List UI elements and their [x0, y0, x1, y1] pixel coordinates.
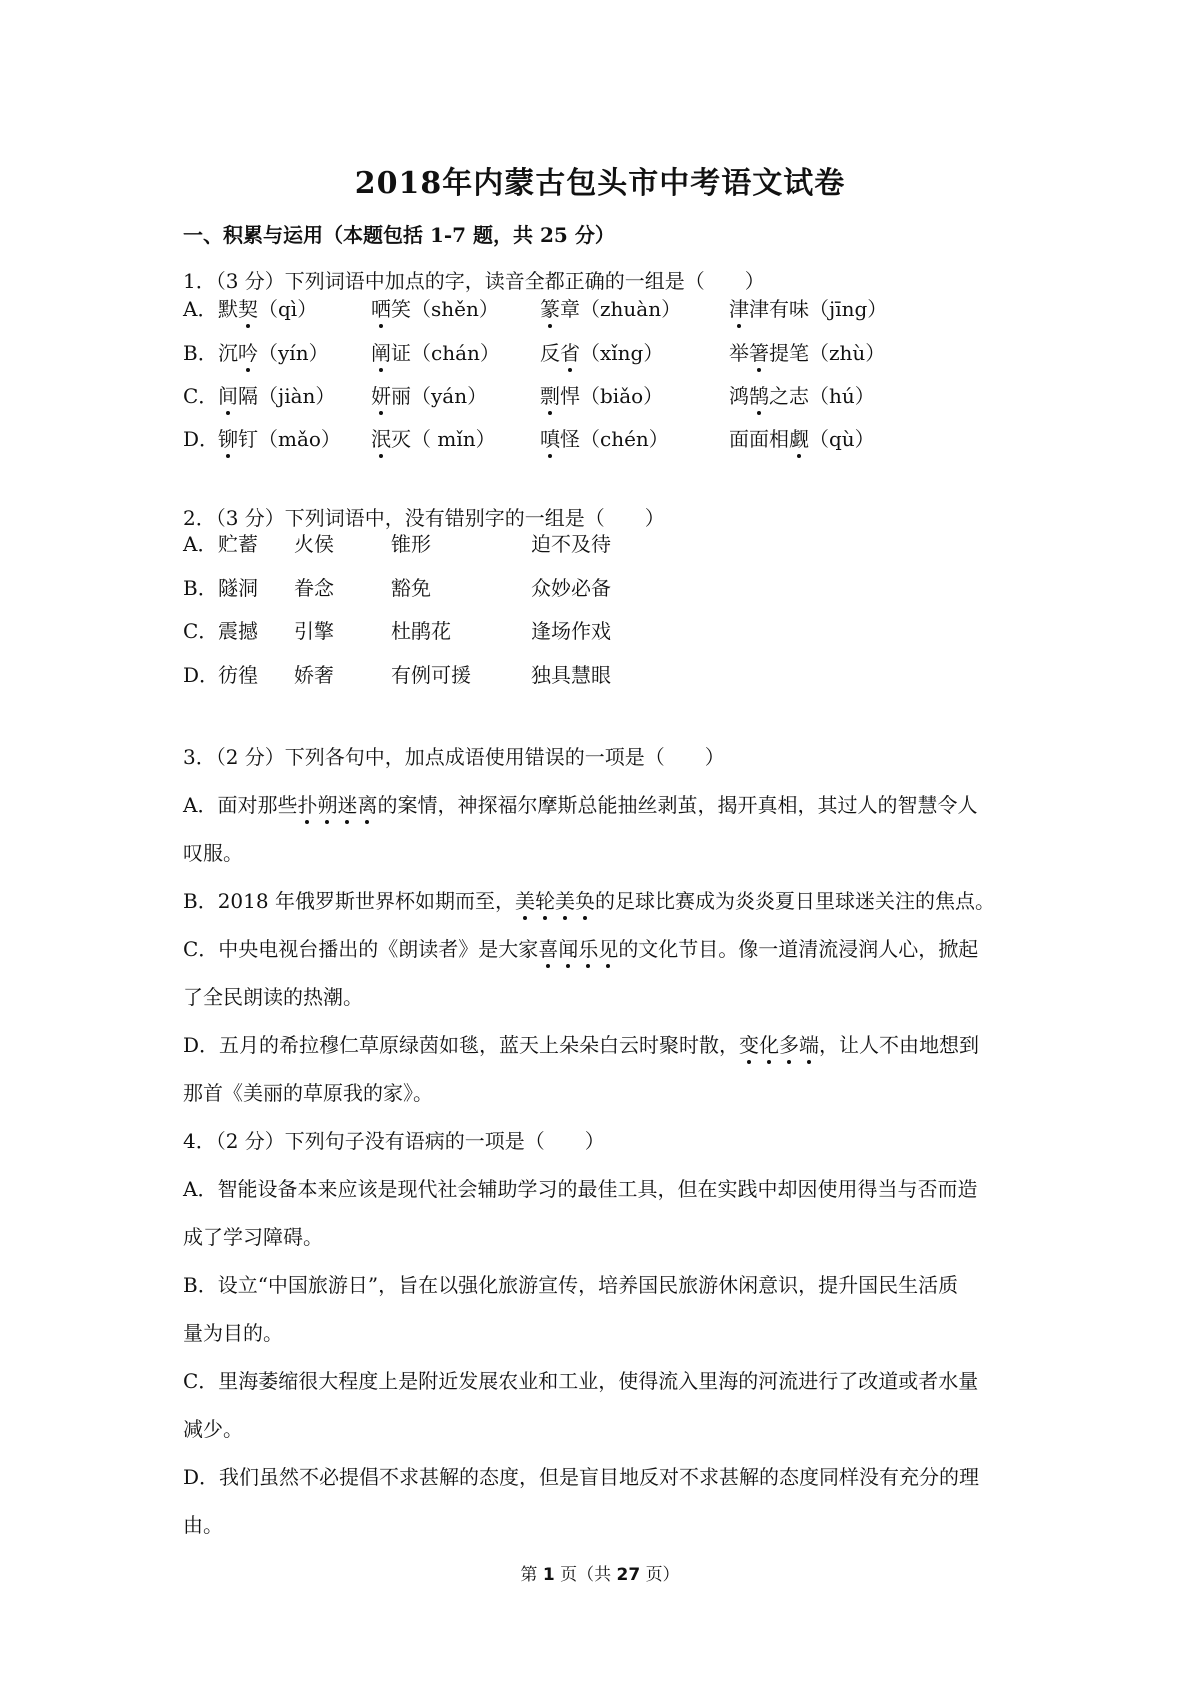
option-text: ，让人不由地想到: [819, 1033, 980, 1057]
option-letter: B．: [183, 341, 218, 365]
dotted-idiom: [538, 937, 618, 961]
pinyin: （yín）: [258, 341, 329, 365]
pinyin: （shěn）: [411, 297, 499, 321]
pinyin: （chán）: [411, 341, 500, 365]
dotted-idiom: [297, 793, 377, 817]
dotted-char: 吟: [238, 341, 258, 365]
pinyin: （biǎo）: [580, 384, 664, 408]
dotted-char: 篆: [540, 297, 560, 321]
word-with-pinyin: 嗔怪（chén）: [540, 427, 669, 451]
dotted-char: 乐: [578, 937, 599, 961]
section-heading: 一、积累与运用（本题包括 1-7 题，共 25 分）: [183, 223, 615, 247]
dotted-char: 喜: [538, 937, 559, 961]
question-3-option-b: [183, 888, 995, 914]
option-text: B．2018 年俄罗斯世界杯如期而至，: [183, 889, 515, 913]
word-with-pinyin: 反省（xǐng）: [540, 341, 664, 365]
dotted-char: 多: [779, 1033, 800, 1057]
option-word: 众妙必备: [531, 576, 611, 600]
dotted-char: 闻: [558, 937, 579, 961]
pinyin: （chén）: [580, 427, 669, 451]
word-with-pinyin: 面面相觑（qù）: [729, 427, 875, 451]
option-word: 锥形: [391, 532, 431, 556]
question-3-option-a-cont: 叹服。: [183, 841, 243, 865]
option-letter: A．: [183, 297, 218, 321]
pinyin: （mǎo）: [258, 427, 341, 451]
option-word: 火侯: [294, 532, 334, 556]
dotted-char: 省: [560, 341, 580, 365]
page-footer: [0, 1560, 1200, 1585]
word-with-pinyin: 津津有味（jīng）: [729, 297, 888, 321]
dotted-char: 见: [598, 937, 619, 961]
dotted-char: 扑: [297, 793, 318, 817]
dotted-char: 变: [739, 1033, 760, 1057]
option-text: C．中央电视台播出的《朗读者》是大家: [183, 937, 539, 961]
dotted-char: 奂: [574, 889, 595, 913]
question-4-stem: 4．（2 分）下列句子没有语病的一项是（ ）: [183, 1129, 605, 1153]
option-word: 独具慧眼: [531, 663, 611, 687]
dotted-idiom: [515, 889, 595, 913]
footer-text: 页）: [645, 1565, 680, 1585]
option-word: 豁免: [391, 576, 431, 600]
pinyin: （yán）: [411, 384, 488, 408]
dotted-char: 泯: [371, 427, 391, 451]
dotted-char: 铆: [218, 427, 238, 451]
question-3-stem: 3．（2 分）下列各句中，加点成语使用错误的一项是（ ）: [183, 745, 725, 769]
total-pages: 27: [616, 1565, 641, 1585]
question-4-option-d: D．我们虽然不必提倡不求甚解的态度，但是盲目地反对不求甚解的态度同样没有充分的理: [183, 1465, 980, 1489]
option-word: 杜鹃花: [391, 619, 451, 643]
word-with-pinyin: 鸿鹄之志（hú）: [729, 384, 875, 408]
dotted-char: 津: [729, 297, 749, 321]
option-word: 迫不及待: [531, 532, 611, 556]
option-text: D．五月的希拉穆仁草原绿茵如毯，蓝天上朵朵白云时聚时散，: [183, 1033, 740, 1057]
option-word: 震撼: [218, 619, 258, 643]
dotted-char: 箸: [749, 341, 769, 365]
option-word: 引擎: [294, 619, 334, 643]
question-3-option-c-cont: 了全民朗读的热潮。: [183, 985, 363, 1009]
question-2-stem: 2．（3 分）下列词语中，没有错别字的一组是（ ）: [183, 506, 665, 530]
footer-text: 页（共: [560, 1565, 612, 1585]
footer-text: 第: [520, 1565, 538, 1585]
question-3-option-a: [183, 792, 977, 818]
option-text: 的案情，神探福尔摩斯总能抽丝剥茧，揭开真相，其过人的智慧令人: [377, 793, 978, 817]
dotted-char: 契: [238, 297, 258, 321]
dotted-char: 觑: [789, 427, 809, 451]
dotted-char: 轮: [534, 889, 555, 913]
pinyin: （qù）: [809, 427, 875, 451]
page-title: 2018年内蒙古包头市中考语文试卷: [354, 166, 846, 201]
option-text: A．面对那些: [183, 793, 298, 817]
dotted-char: 化: [759, 1033, 780, 1057]
word-with-pinyin: 妍丽（yán）: [371, 384, 488, 408]
dotted-char: 美: [514, 889, 535, 913]
dotted-char: 美: [554, 889, 575, 913]
dotted-char: 嗔: [540, 427, 560, 451]
dotted-char: 哂: [371, 297, 391, 321]
question-4-option-b-cont: 量为目的。: [183, 1321, 283, 1345]
pinyin: （jīng）: [809, 297, 888, 321]
word-with-pinyin: 泯灭（ mǐn）: [371, 427, 496, 451]
word-with-pinyin: 铆钉（mǎo）: [218, 427, 341, 451]
dotted-char: 端: [799, 1033, 820, 1057]
option-word: 贮蓄: [218, 532, 258, 556]
page-number: 1: [542, 1565, 555, 1585]
question-4-option-d-cont: 由。: [183, 1513, 223, 1537]
option-text: 的文化节目。像一道清流浸润人心，掀起: [618, 937, 979, 961]
dotted-char: 间: [218, 384, 238, 408]
word-with-pinyin: 沉吟（yín）: [218, 341, 329, 365]
option-letter: C．: [183, 384, 219, 408]
option-letter: B．: [183, 576, 218, 600]
question-4-option-b: B．设立“中国旅游日”，旨在以强化旅游宣传，培养国民旅游休闲意识，提升国民生活质: [183, 1273, 959, 1297]
dotted-char: 离: [357, 793, 378, 817]
option-word: 眷念: [294, 576, 334, 600]
question-4-option-c-cont: 减少。: [183, 1417, 243, 1441]
option-letter: D．: [183, 427, 220, 451]
option-text: 的足球比赛成为炎炎夏日里球迷关注的焦点。: [594, 889, 995, 913]
question-3-option-d: [183, 1032, 979, 1058]
option-word: 彷徨: [218, 663, 258, 687]
dotted-char: 鹄: [749, 384, 769, 408]
dotted-char: 剽: [540, 384, 560, 408]
option-word: 逢场作戏: [531, 619, 611, 643]
word-with-pinyin: 篆章（zhuàn）: [540, 297, 682, 321]
word-with-pinyin: 默契（qì）: [218, 297, 318, 321]
dotted-char: 迷: [337, 793, 358, 817]
pinyin: （qì）: [258, 297, 318, 321]
pinyin: （hú）: [809, 384, 875, 408]
question-4-option-a: A．智能设备本来应该是现代社会辅助学习的最佳工具，但在实践中却因使用得当与否而造: [183, 1177, 978, 1201]
question-1-stem: 1．（3 分）下列词语中加点的字，读音全都正确的一组是（ ）: [183, 269, 765, 293]
word-with-pinyin: 举箸提笔（zhù）: [729, 341, 886, 365]
pinyin: （ mǐn）: [411, 427, 496, 451]
dotted-char: 阐: [371, 341, 391, 365]
option-letter: C．: [183, 619, 219, 643]
dotted-char: 妍: [371, 384, 391, 408]
dotted-idiom: [739, 1033, 819, 1057]
question-4-option-a-cont: 成了学习障碍。: [183, 1225, 323, 1249]
option-word: 有例可援: [391, 663, 471, 687]
pinyin: （jiàn）: [258, 384, 336, 408]
word-with-pinyin: 阐证（chán）: [371, 341, 500, 365]
option-letter: D．: [183, 663, 220, 687]
question-3-option-d-cont: 那首《美丽的草原我的家》。: [183, 1081, 433, 1105]
option-letter: A．: [183, 532, 218, 556]
question-3-option-c: [183, 936, 978, 962]
pinyin: （xǐng）: [580, 341, 664, 365]
word-with-pinyin: 间隔（jiàn）: [218, 384, 336, 408]
pinyin: （zhuàn）: [580, 297, 682, 321]
pinyin: （zhù）: [809, 341, 886, 365]
word-with-pinyin: 哂笑（shěn）: [371, 297, 499, 321]
option-word: 隧洞: [218, 576, 258, 600]
dotted-char: 朔: [317, 793, 338, 817]
question-4-option-c: C．里海萎缩很大程度上是附近发展农业和工业，使得流入里海的河流进行了改道或者水量: [183, 1369, 979, 1393]
option-word: 娇奢: [294, 663, 334, 687]
word-with-pinyin: 剽悍（biǎo）: [540, 384, 664, 408]
